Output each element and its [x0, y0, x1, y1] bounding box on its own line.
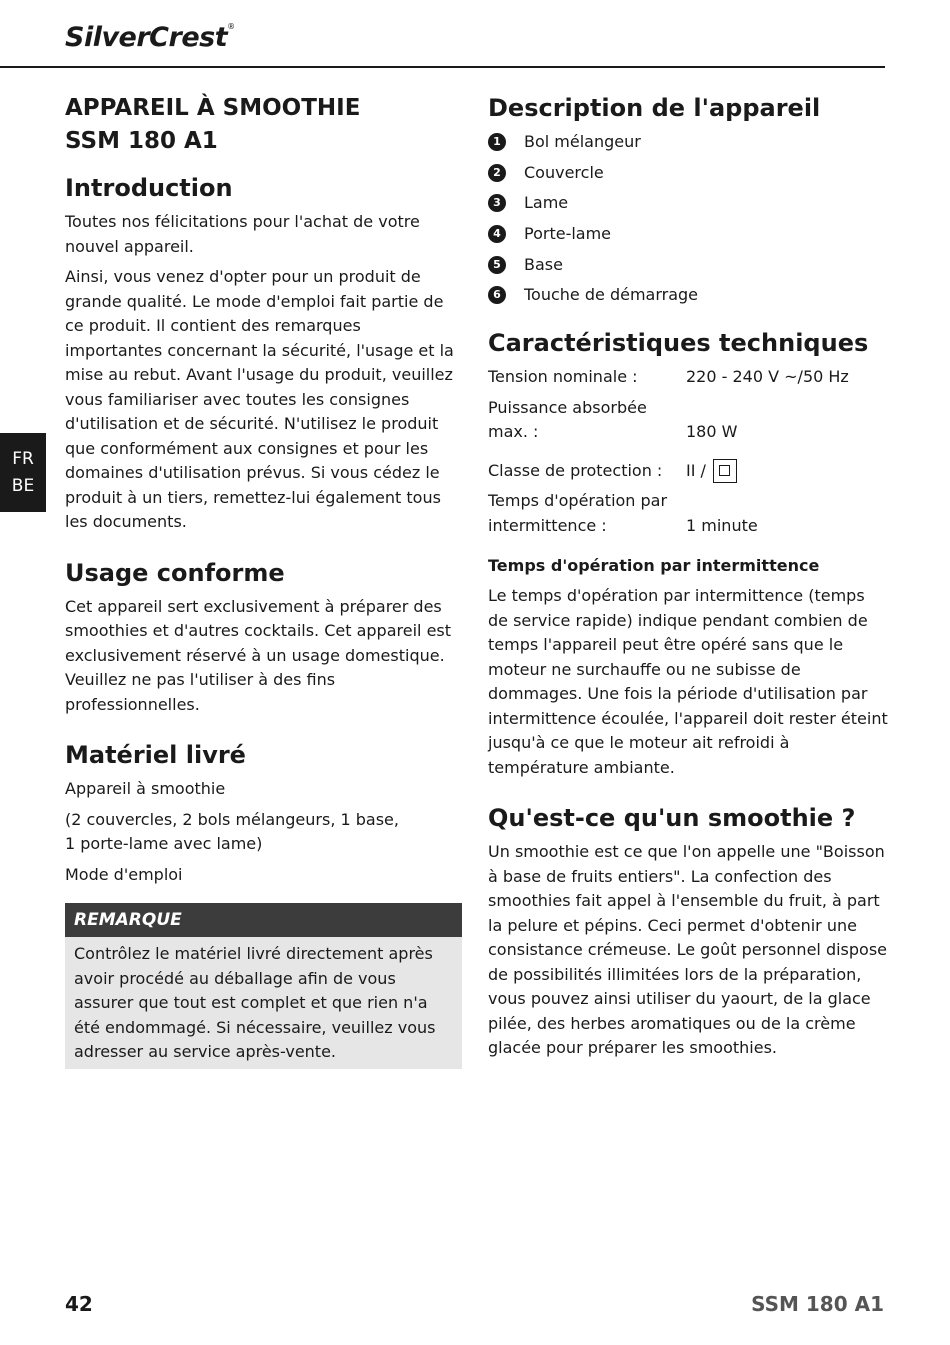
registered-mark: ® — [227, 22, 235, 31]
list-item — [488, 161, 888, 185]
introduction-section — [65, 172, 462, 535]
materiel-contents-line2: 1 porte-lame avec lame) — [65, 834, 263, 853]
spec-value-wrap — [686, 459, 888, 484]
language-code-fr: FR — [12, 449, 34, 469]
introduction-heading: Introduction — [65, 174, 233, 202]
part-number-badge: 6 — [488, 286, 506, 304]
class-ii-icon — [713, 459, 737, 483]
remark-heading: REMARQUE — [65, 903, 462, 937]
remark-body — [65, 937, 462, 1069]
part-number-badge: 2 — [488, 164, 506, 182]
intermittence-section — [488, 554, 888, 780]
spec-row-power — [488, 396, 888, 445]
document-title-line2: SSM 180 A1 — [65, 128, 218, 154]
list-item — [488, 130, 888, 154]
intermittence-heading: Temps d'opération par intermittence — [488, 556, 820, 576]
remark-box — [65, 903, 462, 1069]
description-heading: Description de l'appareil — [488, 94, 821, 122]
spec-key: Puissance absorbée max. : — [488, 397, 647, 442]
part-label: Base — [524, 254, 563, 274]
part-number-badge: 5 — [488, 256, 506, 274]
specs-section — [488, 327, 888, 538]
part-number-badge: 4 — [488, 225, 506, 243]
part-label: Couvercle — [524, 162, 604, 182]
spec-key: Temps d'opération par intermittence : — [488, 491, 668, 535]
document-title — [65, 92, 462, 158]
right-column — [488, 92, 888, 1067]
description-section — [488, 92, 888, 307]
materiel-section — [65, 739, 462, 887]
part-number-badge: 1 — [488, 133, 506, 151]
spec-row-intermittence — [488, 489, 888, 538]
spec-value: 220 - 240 V ~/50 Hz — [686, 367, 849, 387]
part-label: Touche de démarrage — [524, 285, 699, 305]
introduction-paragraph-2: Ainsi, vous venez d'opter pour un produit de grande qualité. Le mode d'emploi fait partie de ce produit. Il contient des remarques importantes concernant la sécurité, l'usage et la mise au rebut. Avant l'usage du produit, veuillez vous familiariser avec toutes les consignes d'utilisation et de sécurité. N'utilisez le produit que conformément aux consignes et pour les domaines d'utilisation prévus. Si vous cédez le produit à un tiers, remettez-lui également tous les documents. — [65, 267, 454, 531]
list-item — [488, 253, 888, 277]
spec-key: Tension nominale : — [488, 367, 638, 387]
spec-row-voltage — [488, 365, 888, 390]
materiel-item-contents — [65, 808, 462, 857]
part-label: Lame — [524, 193, 569, 213]
spec-key: Classe de protection : — [488, 460, 663, 480]
smoothie-paragraph: Un smoothie est ce que l'on appelle une "Boisson à base de fruits entiers". La confection des smoothies fait appel à l'ensemble du fruit, à part la pelure et pépins. Ceci permet d'obtenir une consistance crémeuse. Le goût personnel dispose de possibilités illimitées lors de la préparation, vous pouvez ainsi utiliser du yaourt, de la glace pilée, des herbes aromatiques ou de la crème glacée pour préparer les smoothies. — [488, 842, 888, 1058]
introduction-paragraph-1: Toutes nos félicitations pour l'achat de votre nouvel appareil. — [65, 212, 420, 256]
language-code-be: BE — [11, 476, 35, 496]
left-column — [65, 92, 462, 1069]
materiel-item-manual: Mode d'emploi — [65, 864, 183, 884]
parts-list — [488, 130, 888, 307]
usage-heading: Usage conforme — [65, 558, 285, 587]
footer-model: SSM 180 A1 — [751, 1292, 884, 1316]
list-item — [488, 191, 888, 215]
usage-section — [65, 557, 462, 718]
spec-value: 180 W — [686, 422, 738, 442]
list-item — [488, 222, 888, 246]
remark-text: Contrôlez le matériel livré directement après avoir procédé au déballage afin de vous assurer que tout est complet et que rien n'a été endommagé. Si nécessaire, veuillez vous adresser au service après-vente. — [74, 944, 436, 1061]
language-tab — [0, 433, 46, 512]
document-title-line1: APPAREIL À SMOOTHIE — [65, 95, 361, 121]
brand-logo — [65, 22, 235, 53]
usage-paragraph: Cet appareil sert exclusivement à préparer des smoothies et d'autres cocktails. Cet appareil est exclusivement réservé à un usage domestique. Veuillez ne pas l'utiliser à des fins professionnelles. — [65, 596, 452, 714]
spec-value: 1 minute — [686, 515, 758, 535]
smoothie-heading: Qu'est-ce qu'un smoothie ? — [488, 804, 856, 833]
smoothie-section — [488, 802, 888, 1061]
page-number: 42 — [65, 1292, 93, 1316]
materiel-contents-line1: (2 couvercles, 2 bols mélangeurs, 1 base, — [65, 809, 399, 829]
brand-name: SilverCrest — [65, 22, 228, 53]
header-divider — [0, 66, 885, 68]
spec-row-protection-class — [488, 459, 888, 484]
part-label: Bol mélangeur — [524, 132, 641, 151]
specs-heading: Caractéristiques techniques — [488, 329, 869, 358]
part-label: Porte-lame — [524, 224, 612, 244]
part-number-badge: 3 — [488, 194, 506, 212]
spec-value: II / — [686, 460, 706, 480]
list-item — [488, 283, 888, 307]
materiel-heading: Matériel livré — [65, 741, 246, 769]
intermittence-paragraph: Le temps d'opération par intermittence (temps de service rapide) indique pendant combien de temps l'appareil peut être opéré sans que le moteur ne surchauffe ou ne subisse de dommages. Une fois la période d'utilisation par intermittence écoulée, l'appareil doit rester éteint jusqu'à ce que le moteur ait refroidi à température ambiante. — [488, 586, 888, 777]
materiel-item-appliance: Appareil à smoothie — [65, 779, 226, 798]
